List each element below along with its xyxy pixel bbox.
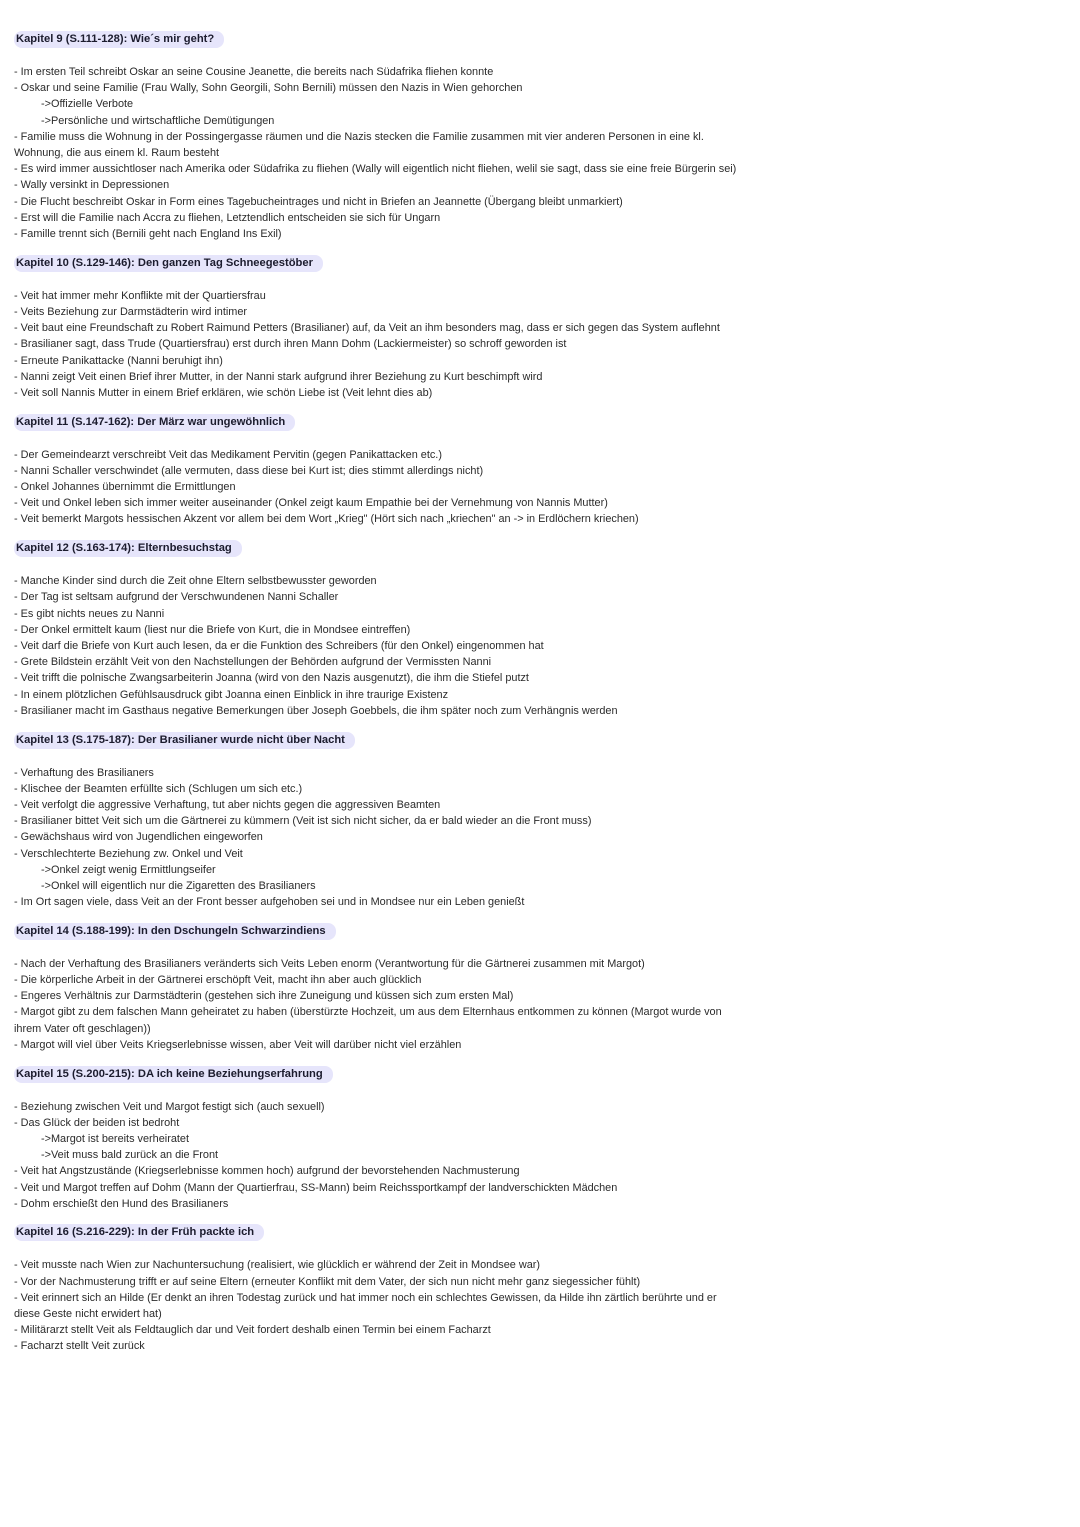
chapter-notes-list bbox=[14, 64, 744, 242]
note-item: - Veit verfolgt die aggressive Verhaftung, tut aber nichts gegen die aggressiven Beamten bbox=[14, 798, 441, 811]
note-item: - Klischee der Beamten erfüllte sich (Schlugen um sich etc.) bbox=[14, 782, 303, 795]
note-item: - Oskar und seine Familie (Frau Wally, Sohn Georgili, Sohn Bernili) müssen den Nazis in Wien gehorchen bbox=[14, 82, 523, 95]
chapter-heading: Kapitel 15 (S.200-215): DA ich keine Beziehungserfahrung bbox=[14, 1066, 333, 1083]
chapter-notes-list bbox=[14, 573, 744, 719]
note-item: - Im ersten Teil schreibt Oskar an seine Cousine Jeanette, die bereits nach Südafrika fliehen konnte bbox=[14, 66, 494, 78]
sub-note-item: ->Veit muss bald zurück an die Front bbox=[41, 1149, 219, 1162]
note-item: - Grete Bildstein erzählt Veit von den Nachstellungen der Behörden aufgrund der Vermissten Nanni bbox=[14, 656, 492, 669]
note-item: - Der Tag ist seltsam aufgrund der Verschwundenen Nanni Schaller bbox=[14, 591, 339, 604]
note-item: - Veit soll Nannis Mutter in einem Brief erklären, wie schön Liebe ist (Veit lehnt dies ab) bbox=[14, 386, 433, 399]
note-item: - Das Glück der beiden ist bedroht bbox=[14, 1116, 180, 1129]
note-item: - Erst will die Familie nach Accra zu fliehen, Letztendlich entscheiden sie sich für Ungarn bbox=[14, 211, 441, 224]
chapter-section bbox=[14, 253, 744, 401]
sub-note-item: ->Offizielle Verbote bbox=[41, 98, 134, 111]
note-item: - Veit erinnert sich an Hilde (Er denkt an ihren Todestag zurück und hat immer noch ein schlechtes Gewissen, da Hilde ihn zärtlich berührte und er diese Geste nicht erwidert hat) bbox=[14, 1291, 717, 1321]
document-page bbox=[14, 29, 744, 1355]
note-item: - Familie muss die Wohnung in der Possingergasse räumen und die Nazis stecken die Familie zusammen mit vier anderen Personen in eine kl. Wohnung, die aus einem kl. Raum besteht bbox=[14, 130, 704, 160]
note-item: - Veits Beziehung zur Darmstädterin wird intimer bbox=[14, 305, 248, 318]
chapter-heading: Kapitel 13 (S.175-187): Der Brasilianer wurde nicht über Nacht bbox=[14, 732, 355, 749]
chapter-notes-list bbox=[14, 288, 744, 401]
note-item: - Vor der Nachmusterung trifft er auf seine Eltern (erneuter Konflikt mit dem Vater, der sich nun nicht mehr ganz siegessicher fühlt) bbox=[14, 1275, 641, 1288]
note-item: - Brasilianer sagt, dass Trude (Quartiersfrau) erst durch ihren Mann Dohm (Lackiermeister) so schroff geworden ist bbox=[14, 338, 567, 351]
note-item: - Veit und Margot treffen auf Dohm (Mann der Quartierfrau, SS-Mann) beim Reichssportkampf der landverschickten Mädchen bbox=[14, 1181, 618, 1194]
chapter-notes-list bbox=[14, 1257, 744, 1354]
note-item: - Facharzt stellt Veit zurück bbox=[14, 1340, 145, 1353]
note-item: - Veit hat Angstzustände (Kriegserlebnisse kommen hoch) aufgrund der bevorstehenden Nachmusterung bbox=[14, 1165, 520, 1178]
chapter-notes-list bbox=[14, 765, 744, 911]
note-item: - Veit trifft die polnische Zwangsarbeiterin Joanna (wird von den Nazis ausgenutzt), die ihm die Stiefel putzt bbox=[14, 672, 529, 685]
note-item: - Veit baut eine Freundschaft zu Robert Raimund Petters (Brasilianer) auf, da Veit an ihm besonders mag, dass er sich gegen das System auflehnt bbox=[14, 322, 720, 335]
note-item: - Famille trennt sich (Bernili geht nach England Ins Exil) bbox=[14, 228, 282, 241]
note-item: - Verhaftung des Brasilianers bbox=[14, 766, 154, 779]
chapter-heading: Kapitel 16 (S.216-229): In der Früh packte ich bbox=[14, 1224, 264, 1241]
chapter-section bbox=[14, 538, 744, 719]
chapter-heading: Kapitel 10 (S.129-146): Den ganzen Tag Schneegestöber bbox=[14, 255, 323, 272]
note-item: - Nanni zeigt Veit einen Brief ihrer Mutter, in der Nanni stark aufgrund ihrer Beziehung zu Kurt beschimpft wird bbox=[14, 370, 543, 383]
note-item: - Nach der Verhaftung des Brasilianers veränderts sich Veits Leben enorm (Verantwortung für die Gärtnerei zusammen mit Margot) bbox=[14, 957, 645, 970]
chapter-notes-list bbox=[14, 447, 744, 528]
note-item: - Im Ort sagen viele, dass Veit an der Front besser aufgehoben sei und in Mondsee nur ein Leben genießt bbox=[14, 896, 525, 909]
chapter-section bbox=[14, 412, 744, 528]
sub-note-item: ->Margot ist bereits verheiratet bbox=[41, 1132, 189, 1145]
note-item: - Veit bemerkt Margots hessischen Akzent vor allem bei dem Wort „Krieg" (Hört sich nach „kriechen" an -> in Erdlöchern kriechen) bbox=[14, 513, 639, 526]
chapter-section bbox=[14, 1064, 744, 1212]
sub-note-item: ->Persönliche und wirtschaftliche Demütigungen bbox=[41, 114, 275, 127]
note-item: - Militärarzt stellt Veit als Feldtauglich dar und Veit fordert deshalb einen Termin bei einem Facharzt bbox=[14, 1324, 491, 1337]
note-item: - Margot gibt zu dem falschen Mann geheiratet zu haben (überstürzte Hochzeit, um aus dem Elternhaus entkommen zu können (Margot wurde von ihrem Vater oft geschlagen)) bbox=[14, 1006, 722, 1035]
note-item: - Die körperliche Arbeit in der Gärtnerei erschöpft Veit, macht ihn aber auch glücklich bbox=[14, 974, 422, 987]
chapter-heading: Kapitel 14 (S.188-199): In den Dschungeln Schwarzindiens bbox=[14, 923, 336, 940]
chapter-section bbox=[14, 29, 744, 242]
sub-note-item: ->Onkel will eigentlich nur die Zigaretten des Brasilianers bbox=[41, 879, 316, 892]
note-item: - Beziehung zwischen Veit und Margot festigt sich (auch sexuell) bbox=[14, 1100, 325, 1113]
chapter-section bbox=[14, 730, 744, 911]
note-item: - Es wird immer aussichtloser nach Amerika oder Südafrika zu fliehen (Wally will eigentlich nicht fliehen, welil sie sagt, dass sie eine freie Bürgerin sei) bbox=[14, 163, 737, 176]
chapter-heading: Kapitel 12 (S.163-174): Elternbesuchstag bbox=[14, 540, 242, 557]
chapter-section bbox=[14, 921, 744, 1053]
note-item: - Der Onkel ermittelt kaum (liest nur die Briefe von Kurt, die in Mondsee eintreffen) bbox=[14, 623, 411, 636]
sub-note-item: ->Onkel zeigt wenig Ermittlungseifer bbox=[41, 863, 216, 876]
note-item: - Brasilianer macht im Gasthaus negative Bemerkungen über Joseph Goebbels, die ihm später noch zum Verhängnis werden bbox=[14, 704, 618, 717]
note-item: - Veit darf die Briefe von Kurt auch lesen, da er die Funktion des Schreibers (für den Onkel) eingenommen hat bbox=[14, 639, 544, 652]
note-item: - Gewächshaus wird von Jugendlichen eingeworfen bbox=[14, 831, 263, 844]
chapter-heading: Kapitel 11 (S.147-162): Der März war ungewöhnlich bbox=[14, 414, 295, 431]
note-item: - Onkel Johannes übernimmt die Ermittlungen bbox=[14, 481, 236, 494]
note-item: - Veit und Onkel leben sich immer weiter auseinander (Onkel zeigt kaum Empathie bei der Vernehmung von Nannis Mutter) bbox=[14, 497, 608, 510]
chapter-notes-list bbox=[14, 1099, 744, 1212]
note-item: - In einem plötzlichen Gefühlsausdruck gibt Joanna einen Einblick in ihre traurige Existenz bbox=[14, 688, 449, 701]
note-item: - Erneute Panikattacke (Nanni beruhigt ihn) bbox=[14, 354, 223, 367]
note-item: - Nanni Schaller verschwindet (alle vermuten, dass diese bei Kurt ist; dies stimmt allerdings nicht) bbox=[14, 464, 484, 477]
note-item: - Wally versinkt in Depressionen bbox=[14, 179, 170, 192]
note-item: - Die Flucht beschreibt Oskar in Form eines Tagebucheintrages und nicht in Briefen an Jeannette (Übergang bleibt unmarkiert) bbox=[14, 195, 623, 208]
note-item: - Brasilianer bittet Veit sich um die Gärtnerei zu kümmern (Veit ist sich nicht sicher, da er bald wieder an die Front muss) bbox=[14, 815, 592, 828]
note-item: - Veit hat immer mehr Konflikte mit der Quartiersfrau bbox=[14, 289, 266, 302]
note-item: - Verschlechterte Beziehung zw. Onkel und Veit bbox=[14, 847, 243, 860]
chapter-notes-list bbox=[14, 956, 744, 1053]
note-item: - Es gibt nichts neues zu Nanni bbox=[14, 607, 165, 620]
note-item: - Margot will viel über Veits Kriegserlebnisse wissen, aber Veit will darüber nicht viel erzählen bbox=[14, 1038, 462, 1051]
note-item: - Veit musste nach Wien zur Nachuntersuchung (realisiert, wie glücklich er während der Zeit in Mondsee war) bbox=[14, 1259, 541, 1272]
chapter-heading: Kapitel 9 (S.111-128): Wie´s mir geht? bbox=[14, 31, 224, 48]
note-item: - Manche Kinder sind durch die Zeit ohne Eltern selbstbewusster geworden bbox=[14, 575, 377, 588]
note-item: - Engeres Verhältnis zur Darmstädterin (gestehen sich ihre Zuneigung und küssen sich zum ersten Mal) bbox=[14, 990, 514, 1003]
note-item: - Der Gemeindearzt verschreibt Veit das Medikament Pervitin (gegen Panikattacken etc.) bbox=[14, 448, 442, 461]
chapter-section bbox=[14, 1222, 744, 1354]
note-item: - Dohm erschießt den Hund des Brasilianers bbox=[14, 1197, 229, 1210]
